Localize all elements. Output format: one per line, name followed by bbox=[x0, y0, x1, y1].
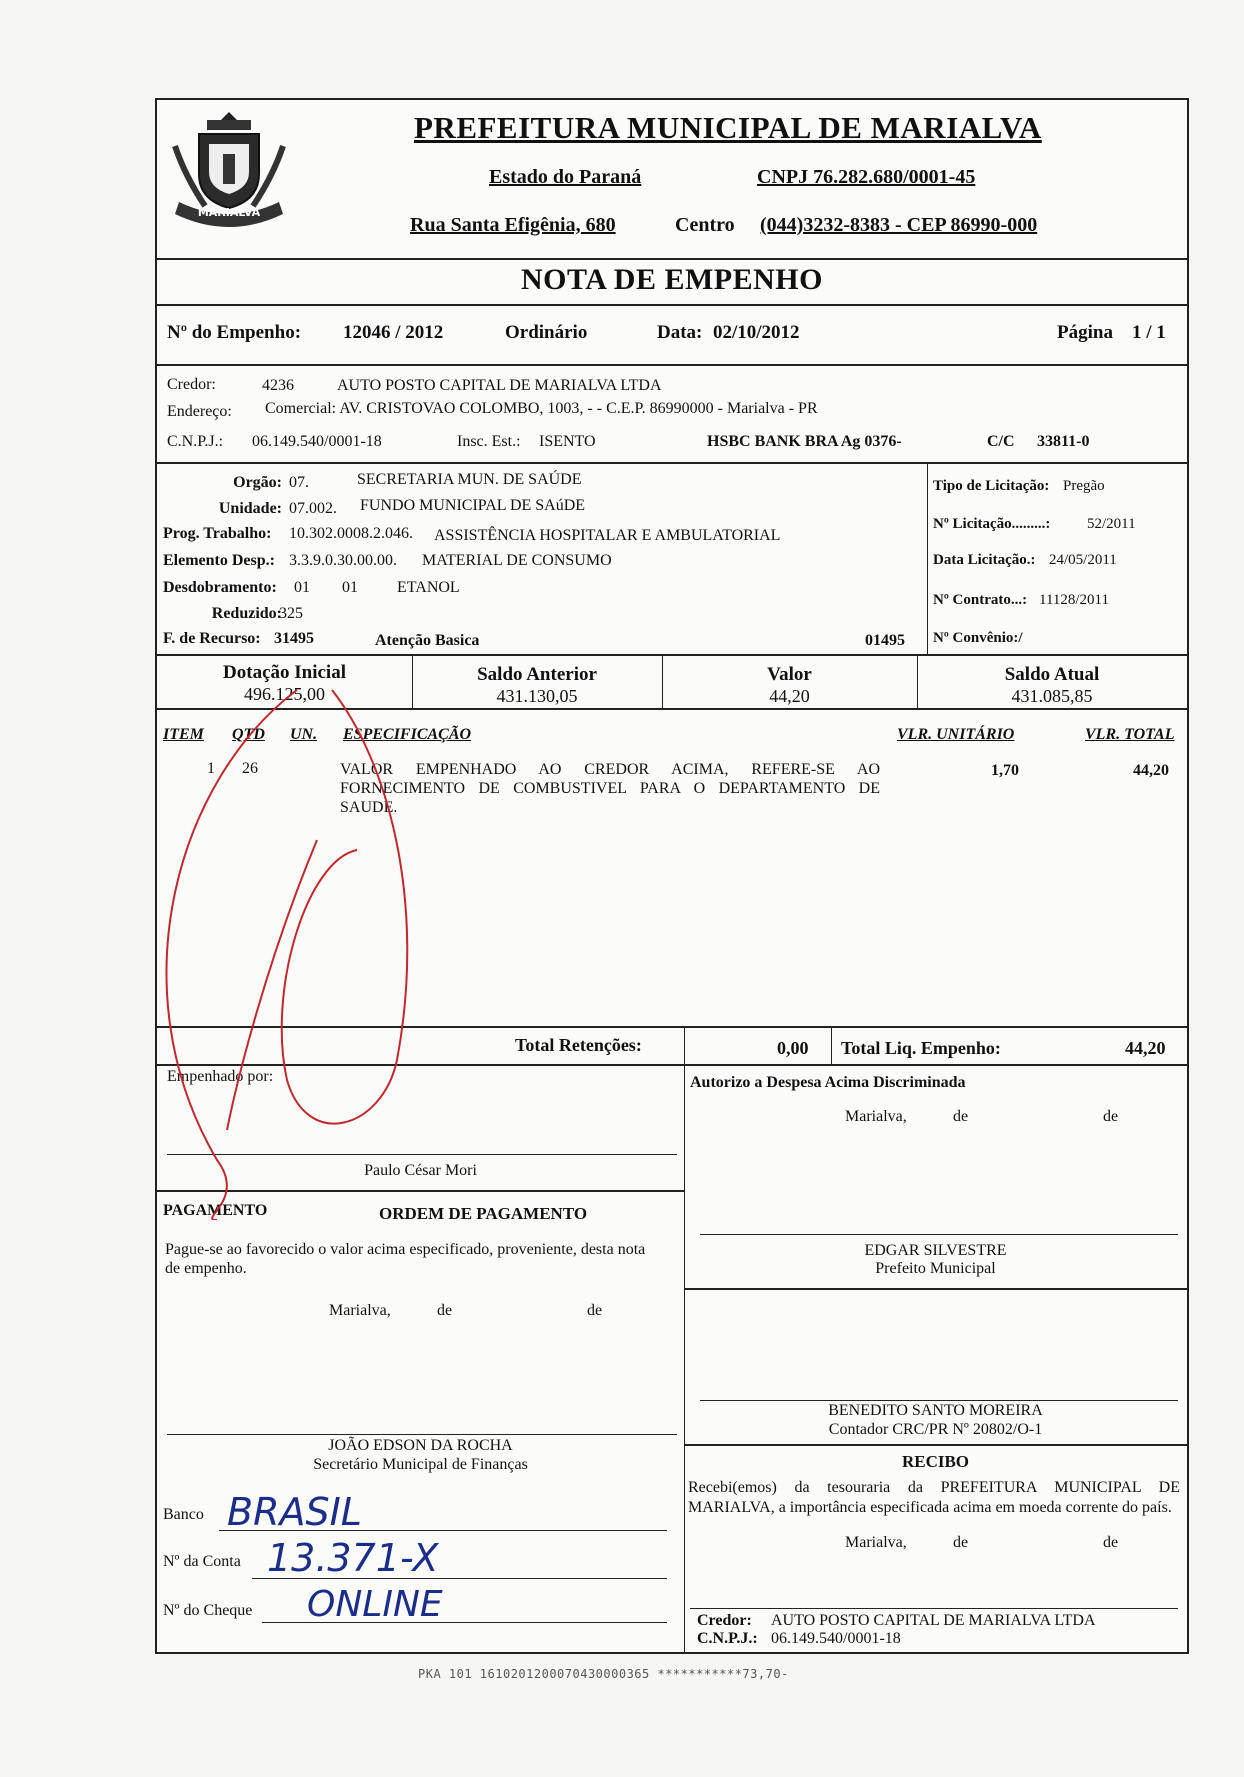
recurso-code: 01495 bbox=[865, 632, 905, 649]
licitacao-num-label: Nº Licitação.........: bbox=[933, 516, 1051, 532]
autorizo-de-2: de bbox=[1103, 1108, 1119, 1125]
header-phone-cep: (044)3232-8383 - CEP 86990-000 bbox=[760, 214, 1038, 236]
date-label: Data: bbox=[657, 322, 703, 343]
desd-a: 01 bbox=[294, 579, 310, 596]
unidade-label: Unidade: bbox=[218, 500, 282, 517]
tipo-licitacao-label: Tipo de Licitação: bbox=[933, 478, 1050, 494]
footer-stamp: PKA 101 1610201200070430000365 ***********73,70- bbox=[418, 1667, 789, 1681]
contador-role: Contador CRC/PR Nº 20802/O-1 bbox=[828, 1421, 1043, 1438]
red-check-mark-icon bbox=[157, 660, 557, 1220]
conta-handwritten: 13.371-X bbox=[267, 1536, 439, 1580]
recibo-de-2: de bbox=[1103, 1534, 1119, 1551]
retencoes-label: Total Retenções: bbox=[515, 1035, 642, 1055]
empenho-number: 12046 / 2012 bbox=[343, 322, 444, 343]
empenho-label: Nº do Empenho: bbox=[167, 322, 302, 343]
elem-name: MATERIAL DE CONSUMO bbox=[422, 552, 612, 569]
pagamento-label: PAGAMENTO bbox=[163, 1202, 268, 1219]
page-number: 1 / 1 bbox=[1132, 322, 1166, 343]
credor-code: 4236 bbox=[262, 377, 294, 394]
saldo-anterior-label: Saldo Anterior bbox=[477, 664, 597, 685]
desd-b: 01 bbox=[342, 579, 358, 596]
recibo-credor-label: Credor: bbox=[697, 1612, 752, 1629]
orgao-code: 07. bbox=[289, 474, 309, 491]
recibo-credor-name: AUTO POSTO CAPITAL DE MARIALVA LTDA bbox=[771, 1612, 1096, 1629]
unidade-name: FUNDO MUNICIPAL DE SAúDE bbox=[360, 497, 586, 514]
col-unit: VLR. UNITÁRIO bbox=[897, 726, 1015, 743]
empenho-date: 02/10/2012 bbox=[713, 322, 800, 343]
dotacao-value: 496.125,00 bbox=[244, 684, 325, 704]
recurso-label: F. de Recurso: bbox=[163, 630, 261, 647]
empenhado-name: Paulo César Mori bbox=[364, 1162, 477, 1179]
contrato-num: 11128/2011 bbox=[1039, 592, 1109, 608]
elem-code: 3.3.9.0.30.00.00. bbox=[289, 552, 397, 569]
retencoes-value: 0,00 bbox=[777, 1038, 809, 1058]
autorizo-city: Marialva, bbox=[845, 1108, 907, 1125]
tipo-licitacao: Pregão bbox=[1063, 478, 1105, 494]
licitacao-data-label: Data Licitação.: bbox=[933, 552, 1036, 568]
ordem-de-1: de bbox=[437, 1302, 453, 1319]
prog-label: Prog. Trabalho: bbox=[163, 525, 272, 542]
valor-value: 44,20 bbox=[769, 686, 810, 706]
coat-of-arms-icon bbox=[165, 106, 293, 228]
reduzido-label: Reduzido: bbox=[211, 605, 282, 622]
orgao-name: SECRETARIA MUN. DE SAÚDE bbox=[357, 471, 582, 488]
ordem-label: ORDEM DE PAGAMENTO bbox=[379, 1204, 588, 1223]
row-item: 1 bbox=[207, 760, 215, 777]
secretario-name: JOÃO EDSON DA ROCHA bbox=[328, 1437, 513, 1454]
secretario-role: Secretário Municipal de Finanças bbox=[313, 1456, 528, 1473]
credor-name: AUTO POSTO CAPITAL DE MARIALVA LTDA bbox=[337, 377, 662, 394]
pague-text: Pague-se ao favorecido o valor acima especificado, proveniente, desta nota de empenho. bbox=[165, 1241, 646, 1277]
recibo-de-1: de bbox=[953, 1534, 969, 1551]
recibo-cnpj: 06.149.540/0001-18 bbox=[771, 1630, 901, 1647]
empenhado-label: Empenhado por: bbox=[167, 1068, 274, 1085]
row-total: 44,20 bbox=[1133, 762, 1169, 779]
ie-label: Insc. Est.: bbox=[457, 433, 521, 450]
svg-text:MARIALVA: MARIALVA bbox=[197, 206, 261, 219]
reduzido-value: 325 bbox=[279, 605, 303, 622]
valor-label: Valor bbox=[767, 664, 812, 685]
recibo-title: RECIBO bbox=[901, 1452, 970, 1471]
header-cnpj: CNPJ 76.282.680/0001-45 bbox=[757, 166, 976, 188]
header-district: Centro bbox=[675, 214, 735, 236]
header-state: Estado do Paraná bbox=[489, 166, 642, 188]
licitacao-num: 52/2011 bbox=[1087, 516, 1136, 532]
col-un: UN. bbox=[290, 726, 318, 743]
saldo-anterior-value: 431.130,05 bbox=[496, 686, 578, 706]
liq-label: Total Liq. Empenho: bbox=[841, 1038, 1001, 1058]
recibo-cnpj-label: C.N.P.J.: bbox=[697, 1630, 758, 1647]
page-label: Página bbox=[1057, 322, 1113, 343]
unidade-code: 07.002. bbox=[289, 500, 337, 517]
recibo-text: Recebi(emos) da tesouraria da PREFEITURA MUNICIPAL DE MARIALVA, a importância especificada acima em moeda corrente do país. bbox=[688, 1479, 1180, 1516]
contador-name: BENEDITO SANTO MOREIRA bbox=[828, 1402, 1043, 1419]
col-qtd: QTD bbox=[232, 726, 265, 743]
conta-label: Nº da Conta bbox=[163, 1553, 241, 1570]
saldo-atual-value: 431.085,85 bbox=[1011, 686, 1093, 706]
doc-title: NOTA DE EMPENHO bbox=[521, 263, 823, 296]
contrato-label: Nº Contrato...: bbox=[933, 592, 1028, 608]
col-total: VLR. TOTAL bbox=[1085, 726, 1175, 743]
cheque-handwritten: ONLINE bbox=[307, 1584, 443, 1625]
recibo-city: Marialva, bbox=[845, 1534, 907, 1551]
licitacao-data: 24/05/2011 bbox=[1049, 552, 1117, 568]
recurso-value: 31495 bbox=[274, 630, 314, 647]
recurso-desc: Atenção Basica bbox=[375, 632, 480, 649]
credor-cnpj: 06.149.540/0001-18 bbox=[252, 433, 382, 450]
credor-cc: 33811-0 bbox=[1037, 433, 1090, 450]
row-qtd: 26 bbox=[242, 760, 258, 777]
cnpj-label: C.N.P.J.: bbox=[167, 433, 224, 450]
col-item: ITEM bbox=[163, 726, 204, 743]
empenho-type: Ordinário bbox=[505, 322, 588, 343]
ordem-city: Marialva, bbox=[329, 1302, 391, 1319]
ordem-de-2: de bbox=[587, 1302, 603, 1319]
desd-label: Desdobramento: bbox=[163, 579, 277, 596]
credor-bank: HSBC BANK BRA Ag 0376- bbox=[707, 433, 902, 450]
banco-label: Banco bbox=[163, 1506, 204, 1523]
header-address: Rua Santa Efigênia, 680 bbox=[410, 214, 616, 236]
cheque-label: Nº do Cheque bbox=[163, 1602, 253, 1619]
prefeito-name: EDGAR SILVESTRE bbox=[864, 1242, 1007, 1259]
convenio-label: Nº Convênio:/ bbox=[933, 630, 1023, 646]
cc-label: C/C bbox=[987, 433, 1015, 450]
saldo-atual-label: Saldo Atual bbox=[1004, 664, 1100, 685]
col-spec: ESPECIFICAÇÃO bbox=[343, 726, 472, 743]
autorizo-text: Autorizo a Despesa Acima Discriminada bbox=[690, 1074, 966, 1091]
liq-value: 44,20 bbox=[1125, 1038, 1166, 1058]
orgao-label: Orgão: bbox=[233, 474, 282, 491]
prefeito-role: Prefeito Municipal bbox=[875, 1260, 996, 1277]
autorizo-de-1: de bbox=[953, 1108, 969, 1125]
prog-code: 10.302.0008.2.046. bbox=[289, 525, 413, 542]
row-unit: 1,70 bbox=[991, 762, 1019, 779]
prog-name: ASSISTÊNCIA HOSPITALAR E AMBULATORIAL bbox=[434, 527, 781, 544]
dotacao-label: Dotação Inicial bbox=[223, 662, 346, 683]
banco-handwritten: BRASIL bbox=[227, 1490, 362, 1534]
credor-address: Comercial: AV. CRISTOVAO COLOMBO, 1003, - - C.E.P. 86990000 - Marialva - PR bbox=[265, 400, 818, 417]
desd-name: ETANOL bbox=[397, 579, 460, 596]
header-title: PREFEITURA MUNICIPAL DE MARIALVA bbox=[414, 110, 1042, 145]
row-spec: VALOR EMPENHADO AO CREDOR ACIMA, REFERE-SE AO FORNECIMENTO DE COMBUSTIVEL PARA O DEPARTAMENTO DE SAUDE. bbox=[340, 761, 880, 816]
elem-label: Elemento Desp.: bbox=[163, 552, 275, 569]
nota-de-empenho bbox=[155, 98, 1189, 1654]
endereco-label: Endereço: bbox=[167, 403, 232, 420]
credor-ie: ISENTO bbox=[539, 433, 596, 450]
credor-label: Credor: bbox=[167, 376, 216, 393]
